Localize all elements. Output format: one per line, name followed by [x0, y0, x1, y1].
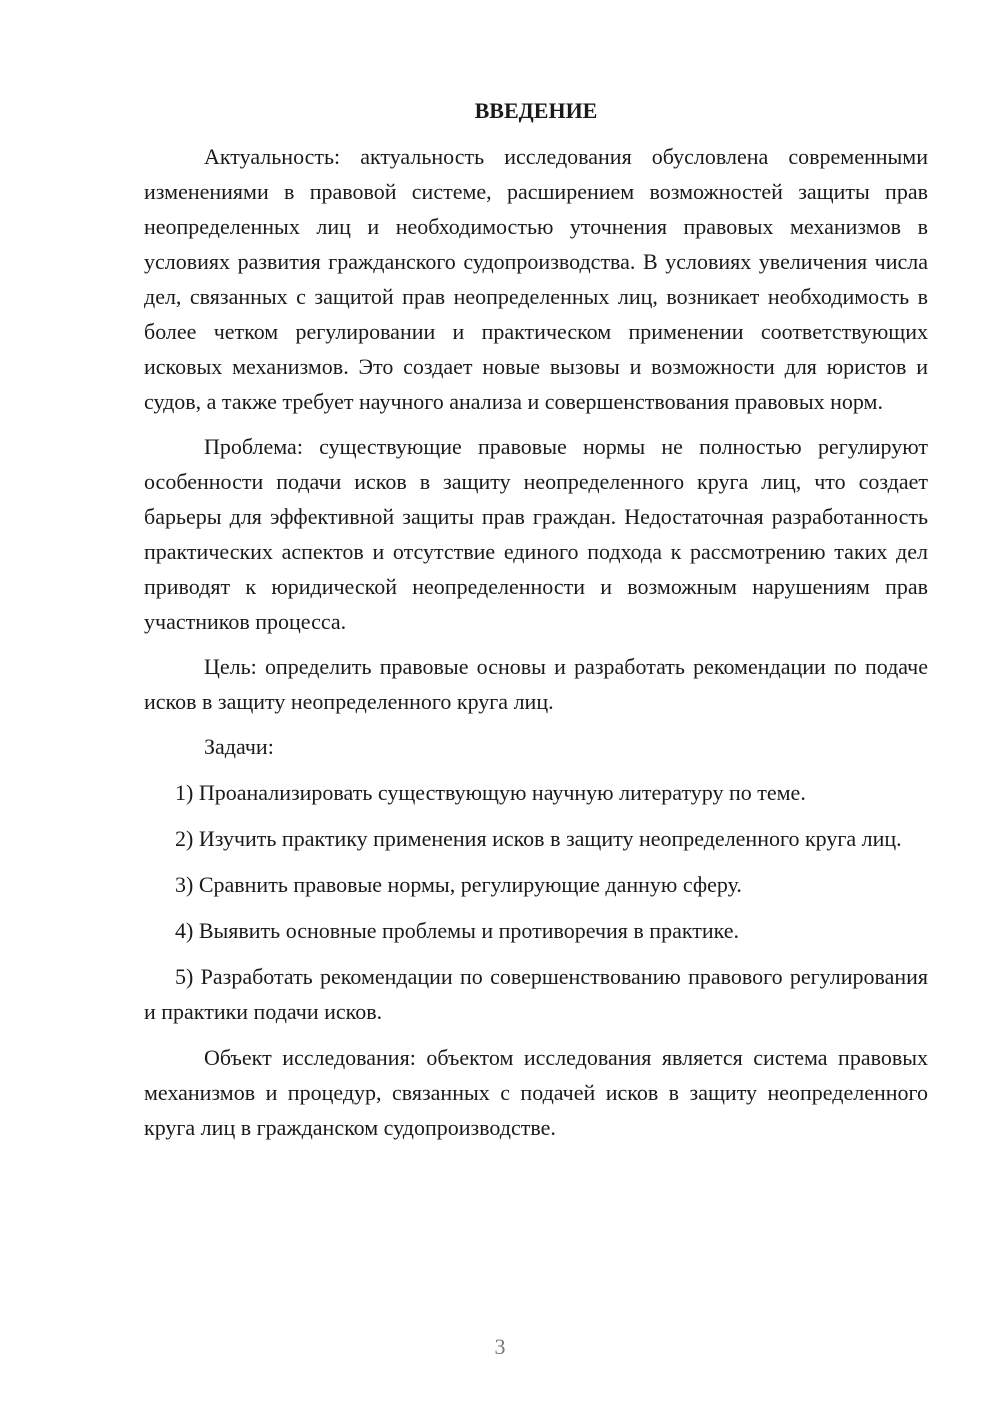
tasks-heading: Задачи:	[204, 734, 274, 759]
task-item-5: 5) Разработать рекомендации по совершенствованию правового регулирования и практики подачи исков.	[144, 964, 928, 1024]
paragraph-relevance: Актуальность: актуальность исследования обусловлена современными изменениями в правовой системе, расширением возможностей защиты прав неопределенных лиц и необходимостью уточнения правовых механизмов в условиях развития гражданского судопроизводства. В условиях увеличения числа дел, связанных с защитой прав неопределенных лиц, возникает необходимость в более четком регулировании и практическом применении соответствующих исковых механизмов. Это создает новые вызовы и возможности для юристов и судов, а также требует научного анализа и совершенствования правовых норм.	[144, 144, 928, 414]
page-number: 3	[494, 1334, 506, 1359]
paragraph-goal: Цель: определить правовые основы и разработать рекомендации по подаче исков в защиту неопределенного круга лиц.	[144, 654, 928, 714]
task-item-1: 1) Проанализировать существующую научную литературу по теме.	[175, 780, 806, 805]
task-item-3: 3) Сравнить правовые нормы, регулирующие данную сферу.	[175, 872, 742, 897]
task-item-4: 4) Выявить основные проблемы и противоречия в практике.	[175, 918, 740, 943]
section-title: ВВЕДЕНИЕ	[474, 98, 598, 123]
page-content	[144, 96, 928, 1155]
paragraph-object: Объект исследования: объектом исследования является система правовых механизмов и процедур, связанных с подачей исков в защиту неопределенного круга лиц в гражданском судопроизводстве.	[144, 1045, 928, 1140]
task-item-2: 2) Изучить практику применения исков в защиту неопределенного круга лиц.	[175, 826, 902, 851]
paragraph-problem: Проблема: существующие правовые нормы не полностью регулируют особенности подачи исков в защиту неопределенного круга лиц, что создает барьеры для эффективной защиты прав граждан. Недостаточная разработанность практических аспектов и отсутствие единого подхода к рассмотрению таких дел приводят к юридической неопределенности и возможным нарушениям прав участников процесса.	[144, 434, 928, 634]
